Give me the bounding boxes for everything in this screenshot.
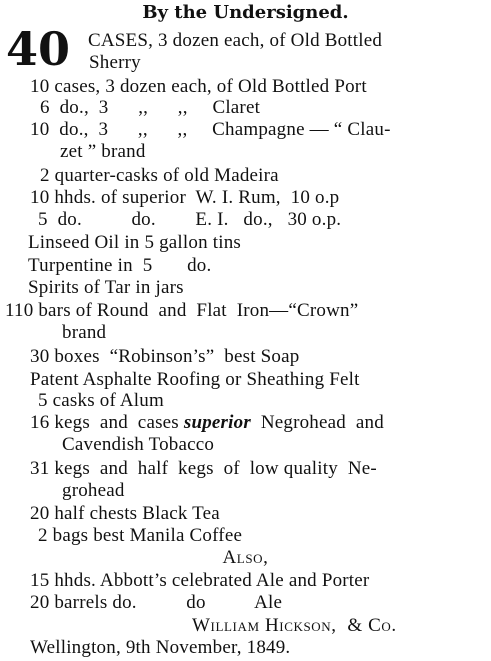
line-claret: 6 do., 3 ,, ,, Claret xyxy=(40,97,261,118)
ad-heading: By the Undersigned. xyxy=(142,2,349,23)
line-sherry-cases: CASES, 3 dozen each, of Old Bottled xyxy=(88,30,383,51)
line-low-quality-kegs: 31 kegs and half kegs of low quality Ne- xyxy=(30,458,377,479)
line-soap: 30 boxes “Robinson’s” best Soap xyxy=(30,346,300,367)
line-turpentine: Turpentine in 5 do. xyxy=(28,255,212,276)
dateline: Wellington, 9th November, 1849. xyxy=(30,637,291,658)
line-negrohead xyxy=(30,412,384,434)
line-also: Also, xyxy=(222,547,269,568)
line-abbotts-ale: 15 hhds. Abbott’s celebrated Ale and Porter xyxy=(30,570,370,591)
signature-line: William Hickson, & Co. xyxy=(192,615,397,636)
line-black-tea: 20 half chests Black Tea xyxy=(30,503,220,524)
line-barrels-ale: 20 barrels do. do Ale xyxy=(30,592,283,613)
line-port: 10 cases, 3 dozen each, of Old Bottled Port xyxy=(30,76,367,97)
line-alum: 5 casks of Alum xyxy=(38,390,164,411)
line-champagne: 10 do., 3 ,, ,, Champagne — “ Clau- xyxy=(30,119,391,140)
line-spirits-of-tar: Spirits of Tar in jars xyxy=(28,277,184,298)
line-negrohead-emphasis: superior xyxy=(183,412,251,433)
line-ei-rum: 5 do. do. E. I. do., 30 o.p. xyxy=(38,209,342,230)
line-sherry: Sherry xyxy=(89,52,141,73)
line-madeira: 2 quarter-casks of old Madeira xyxy=(40,165,279,186)
line-negrohead-post: Negrohead and xyxy=(250,412,384,433)
line-iron-brand: brand xyxy=(62,322,107,343)
line-roofing-felt: Patent Asphalte Roofing or Sheathing Felt xyxy=(30,369,360,390)
line-iron-bars: 110 bars of Round and Flat Iron—“Crown” xyxy=(5,300,359,321)
line-cavendish: Cavendish Tobacco xyxy=(62,434,215,455)
line-clauzet-brand: zet ” brand xyxy=(60,141,146,162)
quantity-drop-number: 40 xyxy=(6,22,71,76)
line-manila-coffee: 2 bags best Manila Coffee xyxy=(38,525,243,546)
line-grohead: grohead xyxy=(62,480,125,501)
line-negrohead-pre: 16 kegs and cases xyxy=(30,412,184,433)
line-linseed-oil: Linseed Oil in 5 gallon tins xyxy=(28,232,241,253)
line-wi-rum: 10 hhds. of superior W. I. Rum, 10 o.p xyxy=(30,187,340,208)
